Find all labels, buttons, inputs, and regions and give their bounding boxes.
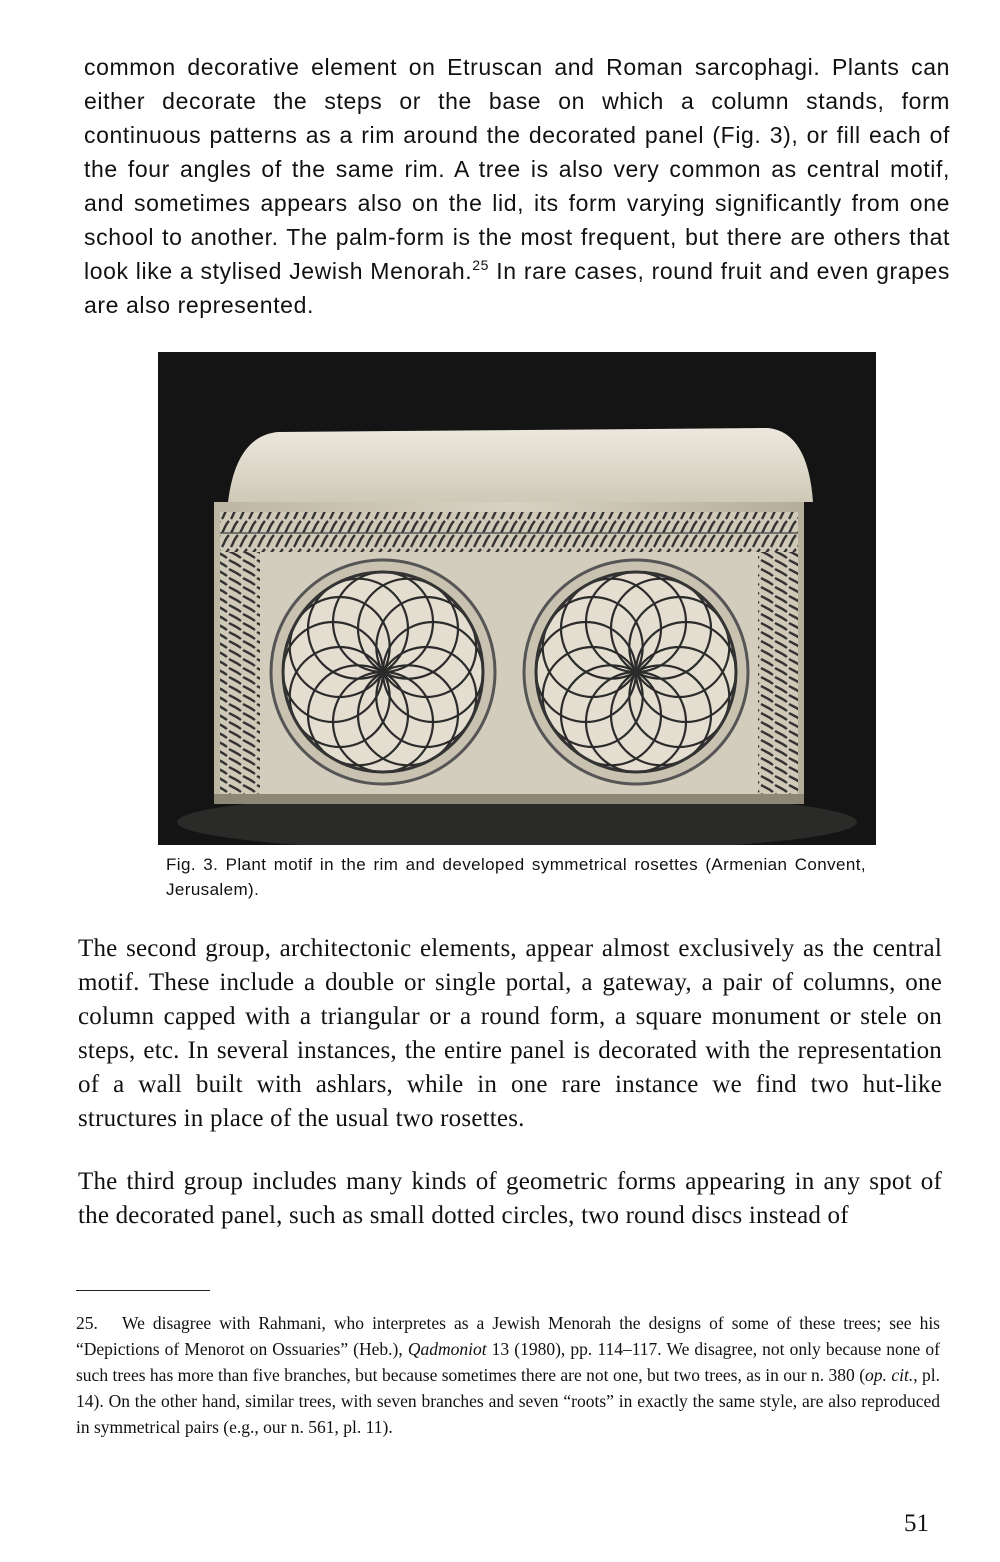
body-paragraph-2: The second group, architectonic elements, appear almost exclusively as the central motif. These include a double or single portal, a gateway, a pair of columns, one column capped with a triangular or a round form, a square monument or stele on steps, etc. In several instances, the entire panel is decorated with the representation of a wall built with ashlars, while in one rare instance we find two hut-like structures in place of the usual two rosettes.: [78, 935, 942, 1132]
ossuary-lid: [228, 428, 813, 502]
ossuary-photograph: [158, 352, 876, 845]
paragraph-1-text-b: In rare cases, round fruit and even grapes are also represented.: [84, 258, 950, 318]
footnote-reference[interactable]: 25: [472, 257, 490, 273]
rim-left-border: [220, 552, 260, 794]
body-paragraph-3: The third group includes many kinds of geometric forms appearing in any spot of the decorated panel, such as small dotted circles, two round discs instead of: [78, 1168, 942, 1229]
footnote-25: [76, 1310, 940, 1440]
rosette-left: [271, 560, 495, 784]
footnote-text-c: , pl. 14). On the other hand, similar trees, with seven branches and seven “roots” in exactly the same style, are also reproduced in symmetrical pairs (e.g., our n. 561, pl. 11).: [76, 1365, 940, 1437]
footnote-text-b: 13 (1980), pp. 114–117. We disagree, not only because none of such trees has more than five branches, but because sometimes there are not one, but two trees, as in our n. 380 (: [76, 1339, 940, 1385]
rosette-right: [524, 560, 748, 784]
rim-right-border: [758, 552, 798, 794]
footnote-op-cit: op. cit.: [865, 1365, 914, 1385]
footnote-divider: [76, 1290, 210, 1291]
footnote-text-a: We disagree with Rahmani, who interpretes as a Jewish Menorah the designs of some of these trees; see his “Depictions of Menorot on Ossuaries” (Heb.),: [76, 1313, 940, 1359]
body-paragraph-1: [84, 50, 950, 322]
rim-top-border: [220, 512, 798, 552]
paragraph-1-text-a: common decorative element on Etruscan and Roman sarcophagi. Plants can either decorate the steps or the base on which a column stands, form continuous patterns as a rim around the decorated panel (Fig. 3), or fill each of the four angles of the same rim. A tree is also very common as central motif, and sometimes appears also on the lid, its form varying significantly from one school to another. The palm-form is the most frequent, but there are others that look like a stylised Jewish Menorah.: [84, 54, 950, 284]
figure-caption: Fig. 3. Plant motif in the rim and developed symmetrical rosettes (Armenian Convent, Jerusalem).: [166, 855, 866, 899]
footnote-journal-title: Qadmoniot: [407, 1339, 487, 1359]
page-number: 51: [904, 1510, 929, 1537]
footnote-number: 25.: [76, 1313, 98, 1333]
